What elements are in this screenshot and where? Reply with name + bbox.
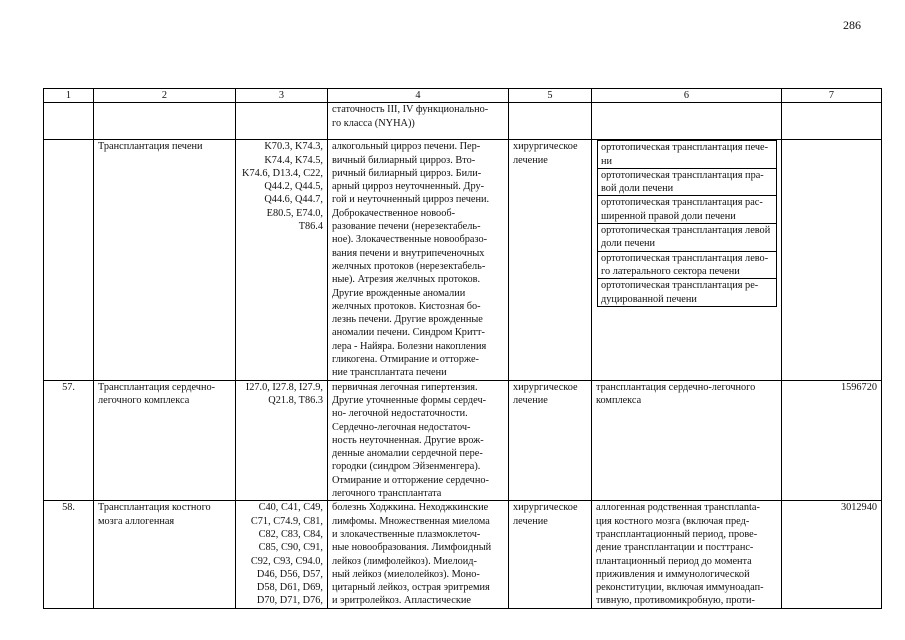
treatment-method (592, 103, 782, 140)
treatment-type: хирургическое лечение (509, 140, 592, 380)
treatment-method: ортотопическая трансплантация пра- вой доли печени (597, 169, 777, 197)
treatment-method: ортотопическая трансплантация пече- ни (597, 140, 777, 169)
treatment-type: хирургическое лечение (509, 501, 592, 608)
diagnosis-text: болезнь Ходжкина. Неходжкинские лимфомы. Множественная миелома и злокачественные плазмоклеточ- ные новообразования. Лимфоидный лейкоз (лимфолейкоз). Миелоид- ный лейкоз (миелолейкоз). Моно- цитарный лейкоз, острая эритремия и эритролейкоз. Апластические (328, 501, 509, 608)
table-row (44, 501, 882, 608)
procedure-name: Трансплантация печени (94, 140, 236, 380)
column-number: 5 (509, 89, 592, 103)
treatment-method: ортотопическая трансплантация рас- ширенной правой доли печени (597, 196, 777, 224)
treatment-method: аллогенная родственная трансплanta- ция костного мозга (включая пред- трансплантационный период, прове- дение трансплантации и посттранс- плантационный период до момента приживления и иммунологической реконституции, включая иммуноадап- тивную, противомикробную, проти- (592, 501, 782, 608)
diagnosis-text: алкогольный цирроз печени. Пер- вичный билиарный цирроз. Вто- ричный билиарный цирроз. Били- арный цирроз неуточненный. Дру- гой и неуточненный цирроз печени. Доброкачественное новооб- разование печени (нерезектабель- ное). Злокачественные новообразо- вания печени и внутрипеченочных желчных протоков (нерезектабель- ные). Атрезия желчных протоков. Другие врожденные аномалии желчных протоков. Кистозная бо- лезнь печени. Другие врожденные аномалии печени. Синдром Критт- лера - Найяра. Болезни накопления гликогена. Отмирание и отторже- ние трансплантата печени (328, 140, 509, 380)
icd-codes: I27.0, I27.8, I27.9, Q21.8, T86.3 (236, 380, 328, 501)
treatment-method: ортотопическая трансплантация левой доли печени (597, 224, 777, 252)
treatment-type: хирургическое лечение (509, 380, 592, 501)
column-number: 1 (44, 89, 94, 103)
table-row (44, 380, 882, 501)
column-number: 2 (94, 89, 236, 103)
diagnosis-text: статочность III, IV функционально- го класса (NYHA)) (328, 103, 509, 140)
cost-value: 1596720 (782, 380, 882, 501)
procedure-name: Трансплантация костного мозга аллогенная (94, 501, 236, 608)
page-number: 286 (843, 18, 861, 32)
row-number: 58. (44, 501, 94, 608)
treatment-type (509, 103, 592, 140)
row-number: 57. (44, 380, 94, 501)
cost-value (782, 103, 882, 140)
procedures-table (43, 88, 882, 609)
cost-value: 3012940 (782, 501, 882, 608)
column-number: 4 (328, 89, 509, 103)
row-number (44, 140, 94, 380)
procedure-name: Трансплантация сердечно- легочного комплекса (94, 380, 236, 501)
treatment-methods (592, 140, 782, 380)
diagnosis-text: первичная легочная гипертензия. Другие уточненные формы сердеч- но- легочной недостаточности. Сердечно-легочная недостаточ- ность неуточненная. Другие врож- денные аномалии сердечной пере- городки (синдром Эйзенменгера). Отмирание и отторжение сердечно- легочного трансплантата (328, 380, 509, 501)
treatment-method: трансплантация сердечно-легочного комплекса (592, 380, 782, 501)
icd-codes: C40, C41, C49, C71, C74.9, C81, C82, C83, C84, C85, C90, C91, C92, C93, C94.0, D46, D56, D57, D58, D61, D69, D70, D71, D76, (236, 501, 328, 608)
column-number: 6 (592, 89, 782, 103)
row-number (44, 103, 94, 140)
treatment-method: ортотопическая трансплантация лево- го латерального сектора печени (597, 252, 777, 280)
table-row (44, 140, 882, 380)
treatment-method: ортотопическая трансплантация ре- дуцированной печени (597, 279, 777, 307)
procedure-name (94, 103, 236, 140)
table-row (44, 103, 882, 140)
column-number: 3 (236, 89, 328, 103)
icd-codes: K70.3, K74.3, K74.4, K74.5, K74.6, D13.4, C22, Q44.2, Q44.5, Q44.6, Q44.7, E80.5, E74.0, T86.4 (236, 140, 328, 380)
cost-value (782, 140, 882, 380)
column-number: 7 (782, 89, 882, 103)
icd-codes (236, 103, 328, 140)
column-number-header (44, 89, 882, 103)
